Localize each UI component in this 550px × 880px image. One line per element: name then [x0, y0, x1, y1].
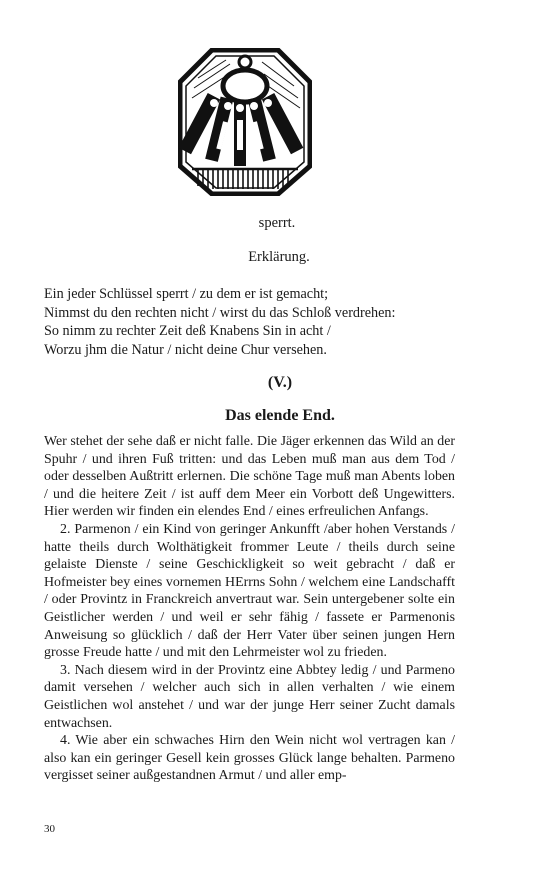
- verse-line: Worzu jhm die Natur / nicht deine Chur versehen.: [44, 341, 327, 358]
- chapter-title: Das elende End.: [225, 407, 335, 424]
- page-number: 30: [44, 823, 55, 835]
- chapter-number: (V.): [267, 374, 293, 391]
- paragraph: 3. Nach diesem wird in der Provintz eine Abbtey ledig / und Parmeno damit versehen / welcher auch sich in allen verhalten / wie einem Geistlichen wol anstehet / und war der junge Herr seiner Zucht damals entwachsen.: [44, 662, 455, 731]
- body-text: [44, 433, 455, 785]
- verse: [44, 285, 514, 359]
- ring-of-keys-emblem-icon: [178, 48, 312, 196]
- motto: sperrt.: [258, 215, 296, 231]
- verse-line: Ein jeder Schlüssel sperrt / zu dem er ist gemacht;: [44, 286, 329, 302]
- verse-line: So nimm zu rechter Zeit deß Knabens Sin in acht /: [44, 323, 331, 339]
- verse-line: Nimmst du den rechten nicht / wirst du das Schloß verdrehen:: [44, 304, 396, 321]
- paragraph: 4. Wie aber ein schwaches Hirn den Wein nicht wol vertragen kan / also kan ein geringer Gesell kein grosses Glück lange behalten. Parmeno vergisset seiner außgestandnen Armut / und aller emp-: [44, 733, 455, 784]
- paragraph: Wer stehet der sehe daß er nicht falle. Die Jäger erkennen das Wild an der Spuhr / und ihren Fuß tritten: und das Leben muß man aus dem Tod / oder desselben Außtritt erlernen. Die schöne Tage muß man Abents loben / und die heitere Zeit / ist auff dem Meer ein Vorbott deß Ungewitters. Hier werden wir finden ein elendes End / eines erfreulichen Anfangs.: [44, 434, 455, 520]
- paragraph: 2. Parmenon / ein Kind von geringer Ankunfft /aber hohen Verstands / hatte theils durch Wolthätigkeit frommer Leute / theils durch seine gelaiste Dienste / seine Geschickligkeit so weit gebracht / daß er Hofmeister bey eines vornemen HErrns Sohn / welchem eine Landschafft / oder Provintz in Franckreich anvertraut war. Sein untergebener solte ein Geistlicher werden / und weil er sehr fähig / fassete er Parmenonis Anweisung so glücklich / daß der Herr Vater über seinen jungen Hern grosse Freude hatte / und mit den Lehrmeister wol zu frieden.: [44, 521, 455, 661]
- explanation-heading: Erklärung.: [248, 249, 310, 265]
